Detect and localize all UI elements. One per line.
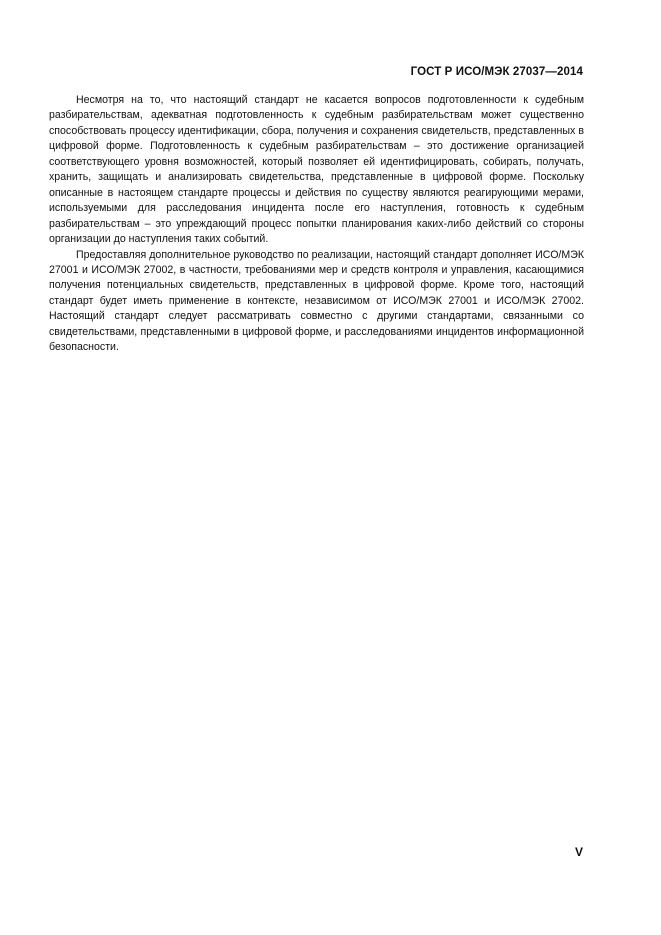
document-code-header: ГОСТ Р ИСО/МЭК 27037—2014 (410, 66, 583, 78)
page-number: V (574, 845, 583, 859)
paragraph-forensic-readiness: Несмотря на то, что настоящий стандарт не касается вопросов подготовленности к судебным разбирательствам, адекватная подготовленность к судебным разбирательствам может существенно способствовать процессу идентификации, сбора, получения и сохранения свидетельств, представленных в цифровой форме. Подготовленность к судебным разбирательствам – это достижение организацией соответствующего уровня возможностей, который позволяет ей идентифицировать, собирать, получать, хранить, защищать и анализировать свидетельства, представленные в цифровой форме. Поскольку описанные в настоящем стандарте процессы и действия по существу являются реагирующими мерами, используемыми для расследования инцидента после его наступления, готовность к судебным разбирательствам – это упреждающий процесс попытки планирования каких-либо действий со стороны организации до наступления таких событий. (49, 94, 584, 246)
body-text (49, 93, 584, 356)
paragraph-implementation-guidance: Предоставляя дополнительное руководство по реализации, настоящий стандарт дополняет ИСО/МЭК 27001 и ИСО/МЭК 27002, в частности, требованиями мер и средств контроля и управления, касающимися получения потенциальных свидетельств, представленных в цифровой форме. Кроме того, настоящий стандарт будет иметь применение в контексте, независимом от ИСО/МЭК 27001 и ИСО/МЭК 27002. Настоящий стандарт следует рассматривать совместно с другими стандартами, связанными со свидетельствами, представленными в цифровой форме, и расследованиями инцидентов информационной безопасности. (49, 248, 584, 354)
